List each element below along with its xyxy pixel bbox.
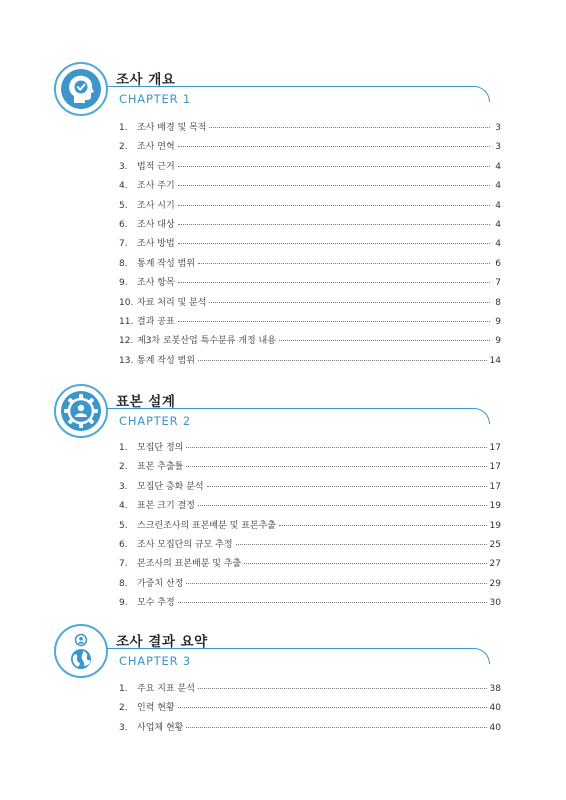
chapter-3-title: 조사 결과 요약 [116,634,208,650]
toc-entry-label: 모집단 층화 분석 [137,481,204,492]
toc-entry-number: 1. [119,443,128,453]
toc-entry-page: 14 [489,355,501,366]
globe-person-icon [61,631,101,671]
toc-leader-dots [198,688,487,689]
toc-entry-number: 2. [119,462,128,473]
toc-entry-page: 8 [495,297,501,308]
toc-entry-number: 10. [119,297,134,308]
toc-entry[interactable] [119,198,501,217]
toc-leader-dots [186,583,486,584]
toc-entry-number: 6. [119,539,128,550]
toc-leader-dots [178,205,490,206]
toc-entry[interactable] [119,139,501,158]
chapter-1-toc-list [119,120,501,372]
toc-entry-label: 본조사의 표본배분 및 추출 [137,559,242,570]
toc-entry-label: 조사 연혁 [137,142,175,153]
toc-entry-label: 조사 대상 [137,219,175,230]
toc-entry-number: 8. [119,258,128,269]
toc-entry-label: 사업체 현황 [137,722,184,733]
toc-entry-page: 30 [489,598,501,609]
toc-entry-number: 3. [119,161,128,172]
toc-entry-label: 주요 지표 분석 [137,684,195,694]
toc-entry[interactable] [119,236,501,255]
toc-leader-dots [186,466,486,467]
toc-entry[interactable] [119,178,501,197]
toc-entry-label: 조사 방법 [137,239,175,250]
chapter-3-subtitle: CHAPTER 3 [119,654,191,668]
toc-entry[interactable] [119,459,501,478]
toc-entry-label: 제3차 로봇산업 특수분류 개정 내용 [137,336,276,347]
toc-entry-label: 인력 현황 [137,703,175,714]
toc-entry[interactable] [119,353,501,372]
toc-leader-dots [178,707,487,708]
toc-leader-dots [178,146,490,147]
toc-leader-dots [236,544,487,545]
toc-entry[interactable] [119,595,501,614]
toc-entry-number: 8. [119,578,128,589]
toc-entry-label: 조사 배경 및 목적 [137,123,207,133]
chapter-3-emblem [54,624,108,678]
toc-entry-page: 9 [495,336,501,347]
chapter-2-title: 표본 설계 [116,394,176,410]
toc-entry-number: 5. [119,200,128,211]
toc-entry-label: 스크린조사의 표본배분 및 표본추출 [137,520,276,531]
toc-leader-dots [279,525,487,526]
toc-entry-page: 9 [495,316,501,327]
toc-entry-label: 조사 주기 [137,181,175,192]
toc-entry-label: 표본 크기 결정 [137,501,195,512]
toc-leader-dots [186,447,486,448]
toc-leader-dots [198,360,487,361]
toc-entry-number: 13. [119,355,134,366]
toc-entry-label: 법적 근거 [137,161,175,172]
chapter-3-toc-list [119,681,501,739]
toc-entry-number: 3. [119,722,128,733]
toc-leader-dots [186,727,486,728]
toc-entry-page: 3 [495,142,501,153]
chapter-2-toc-list [119,440,501,615]
toc-entry-label: 모수 추정 [137,598,175,609]
toc-leader-dots [198,505,487,506]
toc-entry[interactable] [119,275,501,294]
toc-entry-page: 4 [495,239,501,250]
toc-entry-page: 4 [495,200,501,211]
toc-leader-dots [178,321,490,322]
toc-entry-number: 1. [119,123,128,133]
toc-entry[interactable] [119,217,501,236]
toc-entry-label: 모집단 정의 [137,443,184,453]
toc-entry-number: 11. [119,316,134,327]
toc-entry-page: 40 [489,703,501,714]
toc-entry-page: 29 [489,578,501,589]
chapter-2-emblem [54,384,108,438]
gear-person-icon [61,391,101,431]
toc-entry[interactable] [119,159,501,178]
toc-leader-dots [178,243,490,244]
chapter-1-title: 조사 개요 [116,72,176,88]
toc-entry-page: 19 [489,520,501,531]
toc-leader-dots [209,127,490,128]
chapter-1-emblem [54,62,108,116]
toc-entry-label: 가중치 산정 [137,578,184,589]
toc-entry[interactable] [119,537,501,556]
toc-leader-dots [279,340,490,341]
toc-entry-page: 4 [495,181,501,192]
toc-entry-number: 7. [119,239,128,250]
toc-entry-label: 표본 추출틀 [137,462,184,473]
toc-entry[interactable] [119,333,501,352]
toc-entry-number: 2. [119,142,128,153]
toc-entry-label: 자료 처리 및 분석 [137,297,207,308]
toc-entry-label: 조사 모집단의 규모 추정 [137,539,233,550]
toc-leader-dots [178,282,490,283]
toc-entry-number: 5. [119,520,128,531]
toc-entry[interactable] [119,556,501,575]
toc-entry[interactable] [119,518,501,537]
toc-leader-dots [178,224,490,225]
toc-entry-page: 6 [495,258,501,269]
toc-entry-number: 12. [119,336,134,347]
toc-entry[interactable] [119,314,501,333]
toc-entry-page: 27 [489,559,501,570]
toc-leader-dots [207,486,487,487]
toc-entry-number: 9. [119,598,128,609]
toc-entry-label: 결과 공표 [137,316,175,327]
toc-leader-dots [244,563,486,564]
toc-entry[interactable] [119,120,501,139]
toc-entry-page: 4 [495,219,501,230]
toc-entry-page: 4 [495,161,501,172]
toc-entry-page: 3 [495,123,501,133]
toc-leader-dots [178,185,490,186]
head-check-icon [61,69,101,109]
toc-entry-page: 17 [489,462,501,473]
toc-entry-page: 19 [489,501,501,512]
toc-leader-dots [178,166,490,167]
toc-entry-label: 조사 항목 [137,278,175,289]
toc-entry[interactable] [119,295,501,314]
toc-entry[interactable] [119,440,501,459]
toc-entry-page: 38 [489,684,501,694]
toc-entry-number: 3. [119,481,128,492]
toc-leader-dots [198,263,490,264]
toc-entry-number: 4. [119,181,128,192]
toc-entry-label: 조사 시기 [137,200,175,211]
toc-entry-number: 7. [119,559,128,570]
toc-entry-number: 4. [119,501,128,512]
toc-entry[interactable] [119,681,501,700]
toc-entry-page: 40 [489,722,501,733]
toc-entry[interactable] [119,576,501,595]
toc-entry-page: 17 [489,443,501,453]
toc-entry-page: 17 [489,481,501,492]
toc-entry[interactable] [119,479,501,498]
toc-entry-label: 통계 작성 범위 [137,355,195,366]
toc-entry-number: 1. [119,684,128,694]
toc-entry-label: 통계 작성 범위 [137,258,195,269]
toc-leader-dots [178,602,487,603]
toc-entry[interactable] [119,720,501,739]
toc-entry-number: 2. [119,703,128,714]
toc-entry-page: 25 [489,539,501,550]
toc-entry-number: 6. [119,219,128,230]
toc-entry[interactable] [119,700,501,719]
chapter-1-subtitle: CHAPTER 1 [119,92,191,106]
toc-entry-page: 7 [495,278,501,289]
chapter-2-subtitle: CHAPTER 2 [119,414,191,428]
toc-entry[interactable] [119,498,501,517]
toc-leader-dots [209,302,490,303]
toc-entry[interactable] [119,256,501,275]
toc-entry-number: 9. [119,278,128,289]
